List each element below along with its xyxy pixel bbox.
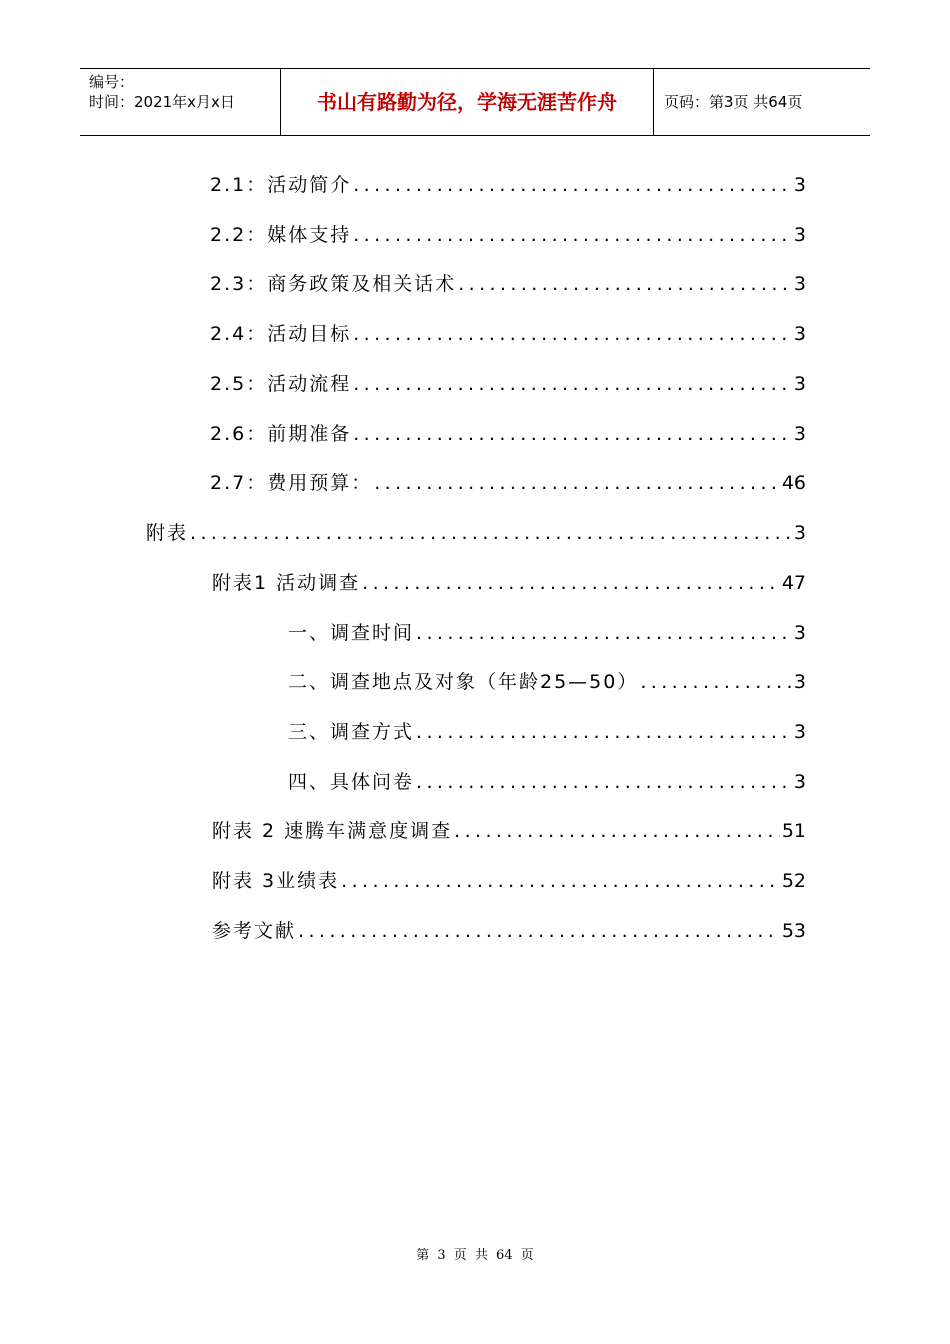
toc-entry-page: 3	[793, 224, 806, 246]
toc-entry[interactable]	[212, 568, 806, 598]
toc-entry[interactable]	[288, 717, 806, 747]
toc-dot-leader	[454, 816, 780, 846]
toc-dot-leader	[374, 468, 780, 498]
toc-entry-page: 3	[793, 671, 806, 693]
toc-entry-page: 3	[793, 721, 806, 743]
toc-dot-leader	[640, 667, 792, 697]
toc-entry-title: 附表 3业绩表	[212, 870, 340, 892]
toc-entry-title: 2.3：商务政策及相关话术	[210, 273, 457, 295]
toc-entry[interactable]	[210, 419, 806, 449]
toc-dot-leader	[416, 767, 792, 797]
toc-entry[interactable]	[146, 518, 806, 548]
toc-dot-leader	[416, 717, 792, 747]
toc-entry-title: 附表	[146, 522, 189, 544]
toc-entry-page: 3	[793, 622, 806, 644]
toc-entry-page: 3	[793, 373, 806, 395]
toc-entry-title: 附表 2 速腾车满意度调查	[212, 820, 453, 842]
toc-dot-leader	[353, 369, 792, 399]
toc-dot-leader	[416, 618, 792, 648]
toc-entry[interactable]	[210, 468, 806, 498]
header-page-info: 页码：第3页 共64页	[664, 93, 803, 111]
toc-entry[interactable]	[210, 319, 806, 349]
toc-dot-leader	[298, 916, 780, 946]
toc-entry-title: 三、调查方式	[288, 721, 415, 743]
toc-dot-leader	[458, 269, 792, 299]
header-motto: 书山有路勤为径，学海无涯苦作舟	[281, 69, 654, 135]
toc-entry[interactable]	[288, 618, 806, 648]
page-footer: 第 3 页 共 64 页	[416, 1248, 534, 1263]
toc-entry[interactable]	[212, 866, 806, 896]
toc-entry[interactable]	[212, 816, 806, 846]
toc-entry[interactable]	[288, 767, 806, 797]
toc-entry-page: 46	[781, 472, 806, 494]
toc-entry-page: 3	[793, 174, 806, 196]
toc-entry[interactable]	[210, 220, 806, 250]
toc-dot-leader	[353, 220, 792, 250]
toc-entry-title: 2.7：费用预算：	[210, 472, 373, 494]
toc-entry-page: 3	[793, 771, 806, 793]
toc-entry[interactable]	[210, 269, 806, 299]
toc-entry-page: 3	[793, 522, 806, 544]
document-date: 时间：2021年x月x日	[89, 93, 235, 111]
toc-entry[interactable]	[288, 667, 806, 697]
toc-entry-title: 参考文献	[212, 920, 297, 942]
toc-entry-page: 47	[781, 572, 806, 594]
toc-entry-title: 2.4：活动目标	[210, 323, 352, 345]
toc-entry[interactable]	[210, 369, 806, 399]
toc-entry-page: 3	[793, 273, 806, 295]
document-number-label: 编号：	[89, 73, 135, 91]
toc-entry-page: 51	[781, 820, 806, 842]
toc-entry-title: 四、具体问卷	[288, 771, 415, 793]
toc-dot-leader	[190, 518, 792, 548]
toc-dot-leader	[362, 568, 780, 598]
toc-entry-page: 53	[781, 920, 806, 942]
toc-entry-title: 2.2：媒体支持	[210, 224, 352, 246]
toc-dot-leader	[353, 419, 792, 449]
toc-entry-page: 3	[793, 423, 806, 445]
toc-dot-leader	[341, 866, 780, 896]
toc-entry-title: 2.1：活动简介	[210, 174, 352, 196]
toc-entry-page: 3	[793, 323, 806, 345]
toc-entry-title: 二、调查地点及对象（年龄25—50）	[288, 671, 639, 693]
toc-dot-leader	[353, 319, 792, 349]
toc-entry-title: 附表1 活动调查	[212, 572, 361, 594]
toc-entry-page: 52	[781, 870, 806, 892]
toc-entry-title: 2.6：前期准备	[210, 423, 352, 445]
toc-entry-title: 一、调查时间	[288, 622, 415, 644]
toc-dot-leader	[353, 170, 792, 200]
toc-entry[interactable]	[210, 170, 806, 200]
toc-entry-title: 2.5：活动流程	[210, 373, 352, 395]
toc-entry[interactable]	[212, 916, 806, 946]
